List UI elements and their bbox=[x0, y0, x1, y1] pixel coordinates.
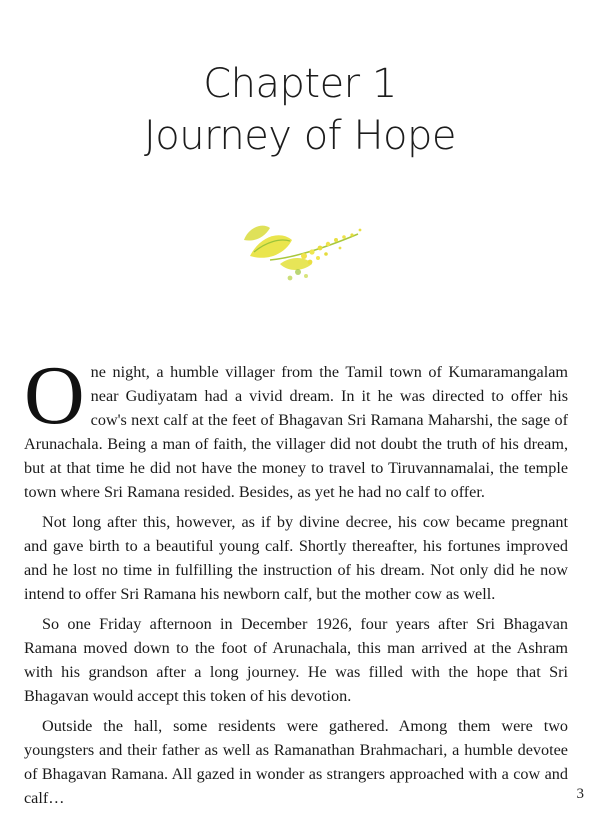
chapter-number: Chapter 1 bbox=[203, 61, 397, 107]
page-number: 3 bbox=[576, 786, 584, 802]
leaf-sprig-icon bbox=[240, 212, 370, 292]
drop-cap: O bbox=[24, 349, 85, 442]
paragraph-4: Outside the hall, some residents were gathered. Among them were two youngsters and their father as well as Ramanathan Brahmachari, a humble devotee of Bhagavan Ramana. All gazed in wonder as strangers approached with a cow and calf… bbox=[24, 717, 568, 807]
chapter-title: Journey of Hope bbox=[143, 113, 457, 159]
paragraph-1: One night, a humble villager from the Tamil town of Kumaramangalam near Gudiyatam had a vivid dream. In it he was directed to offer his cow's next calf at the feet of Bhagavan Sri Ramana Maharshi, the sage of Arunachala. Being a man of faith, the villager did not doubt the truth of his dream, but at that time he did not have the money to travel to Tiruvannamalai, the temple town where Sri Ramana resided. Besides, as yet he had no calf to offer. bbox=[24, 349, 568, 501]
paragraph-2: Not long after this, however, as if by divine decree, his cow became pregnant and gave birth to a beautiful young calf. Shortly thereafter, his fortunes improved and he lost no time in fulfilling the instruction of his dream. Not only did he now intend to offer Sri Ramana his newborn calf, but the mother cow as well. bbox=[24, 513, 568, 603]
paragraph-3: So one Friday afternoon in December 1926, four years after Sri Bhagavan Ramana moved down to the foot of Arunachala, this man arrived at the Ashram with his grandson after a long journey. He was filled with the hope that Sri Bhagavan would accept this token of his devotion. bbox=[24, 615, 568, 705]
chapter-body bbox=[24, 349, 568, 816]
